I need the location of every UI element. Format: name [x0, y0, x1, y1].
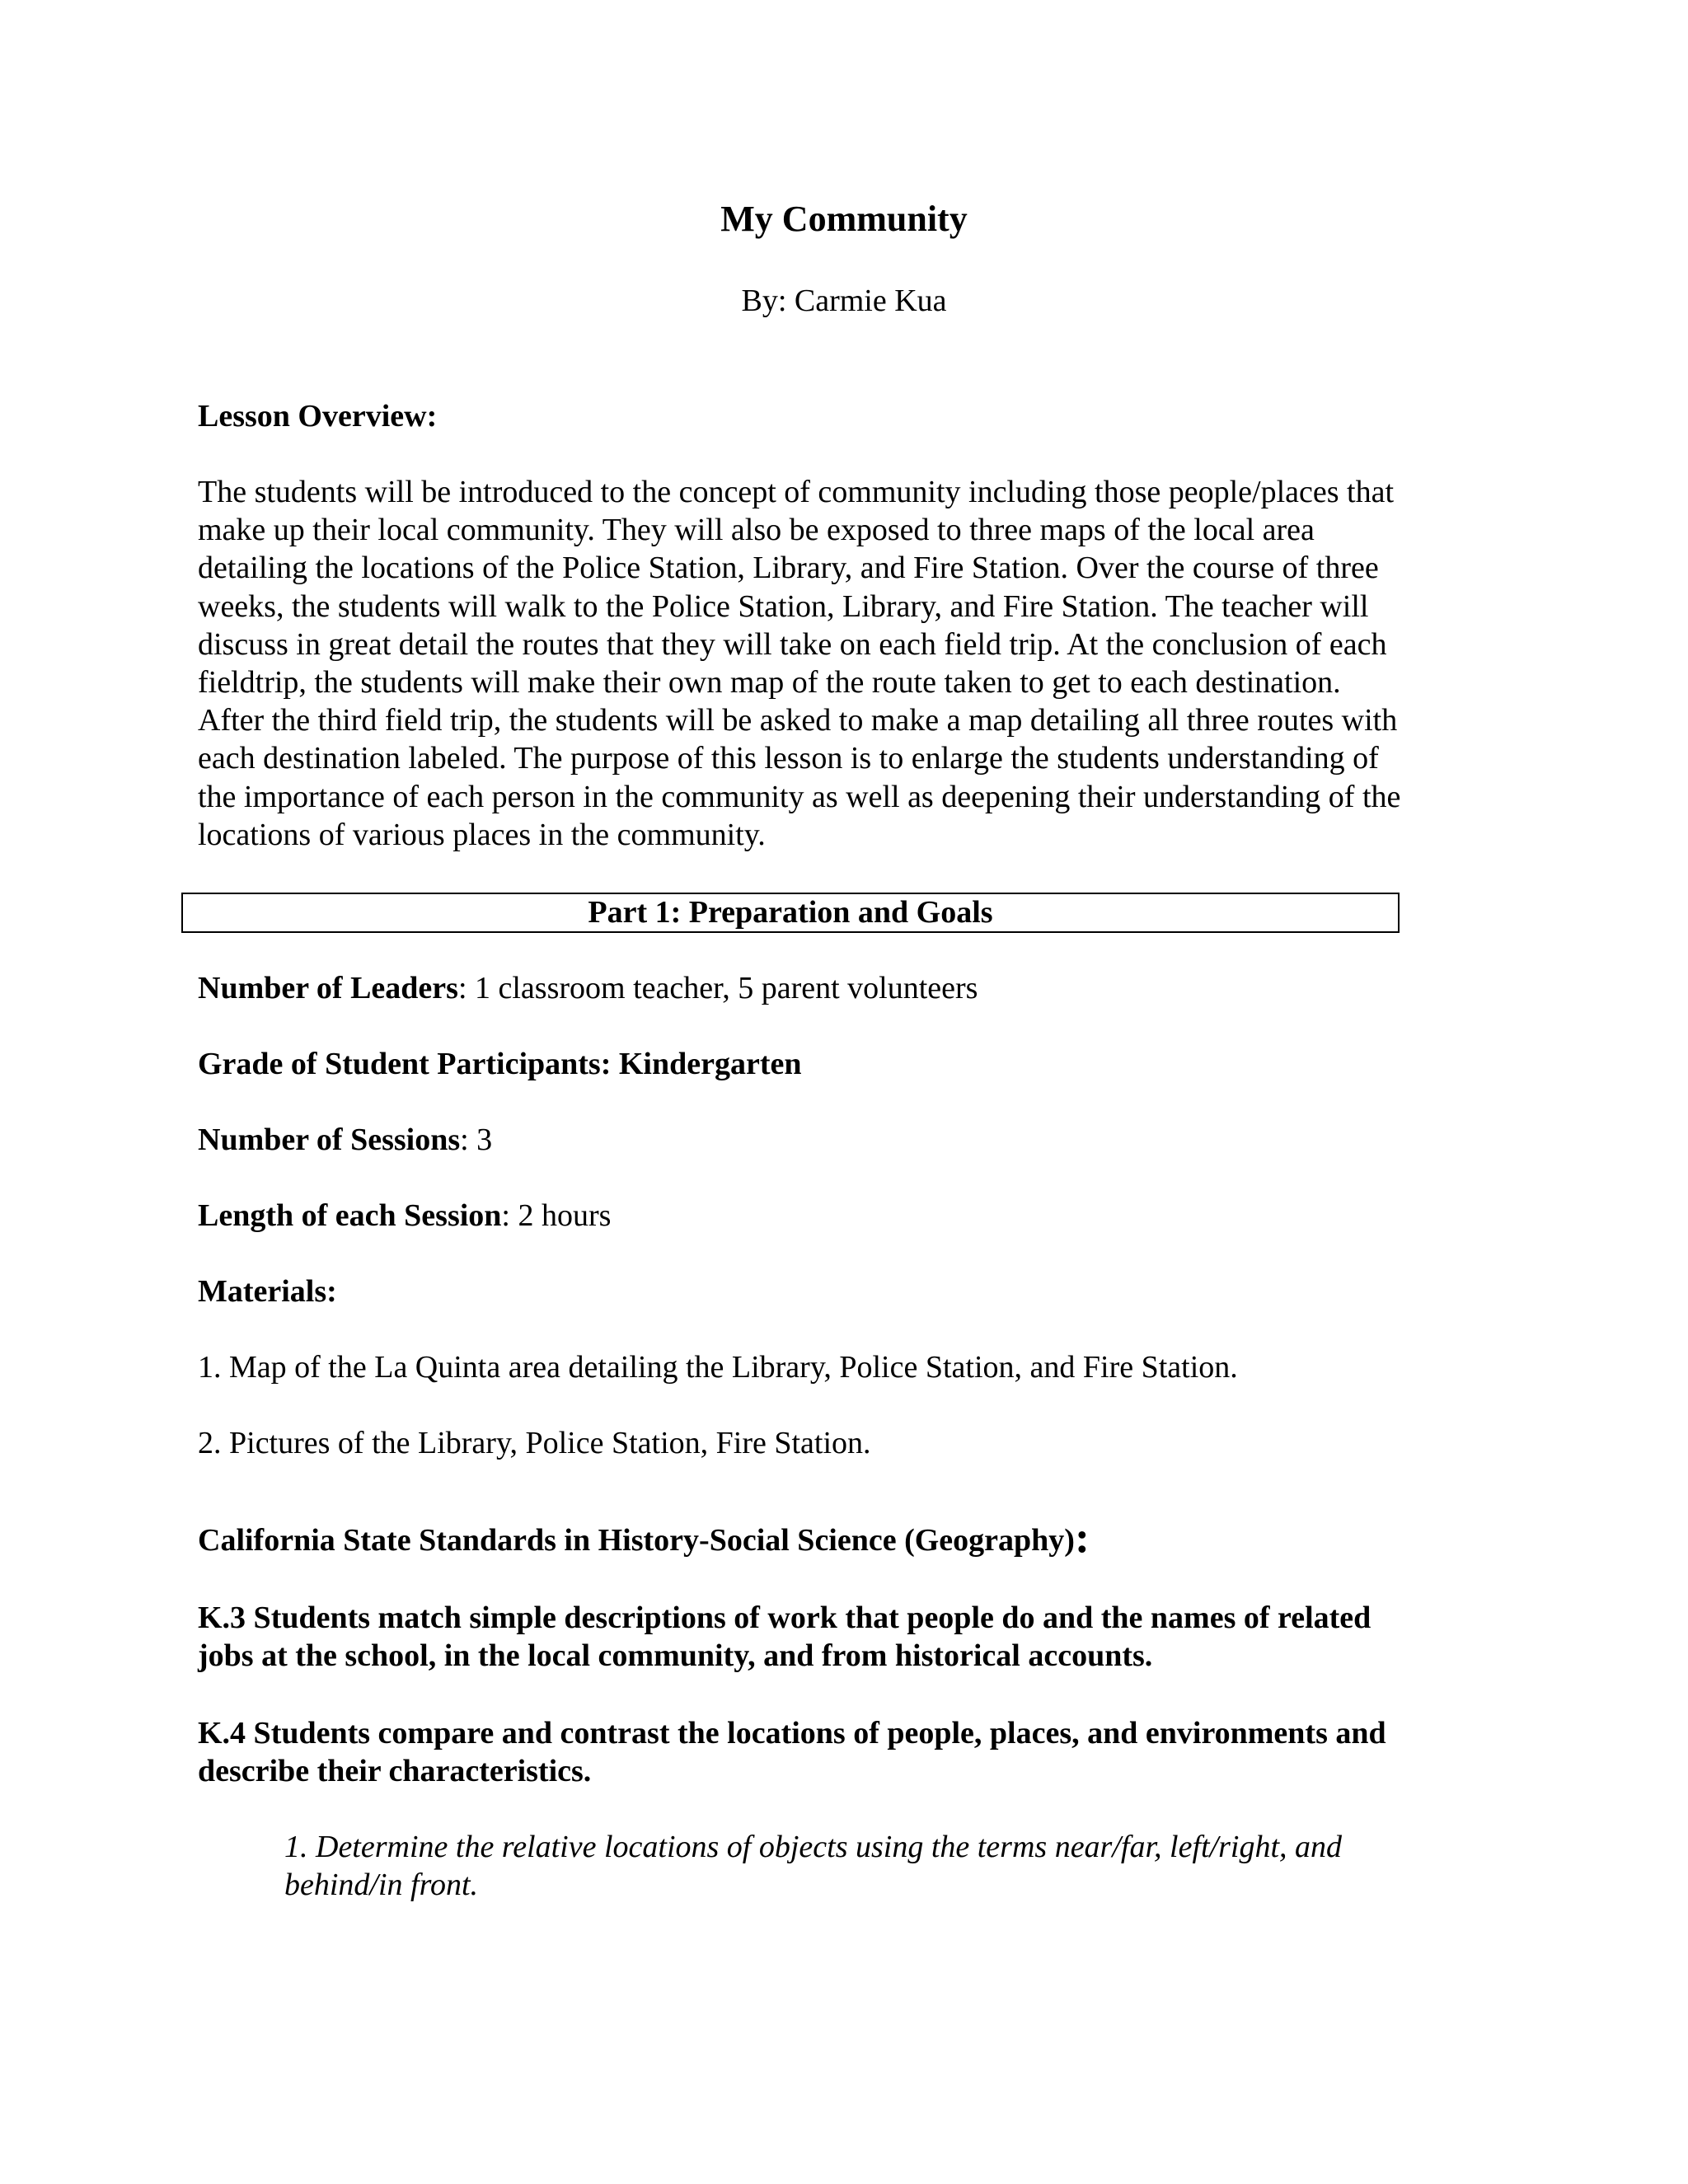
overview-line: weeks, the students will walk to the Police Station, Library, and Fire Station. The teacher will [198, 588, 1369, 624]
lesson-overview-heading: Lesson Overview: [198, 399, 438, 434]
number-of-sessions-label: Number of Sessions [198, 1122, 461, 1157]
materials-item: 2. Pictures of the Library, Police Station, Fire Station. [198, 1426, 871, 1460]
number-of-leaders-label: Number of Leaders [198, 971, 458, 1005]
session-length-value: : 2 hours [501, 1198, 612, 1233]
standard-k3 [198, 1599, 1500, 1675]
document-byline: By: Carmie Kua [741, 284, 947, 318]
standards-heading-colon: : [1074, 1512, 1090, 1562]
materials-heading: Materials: [198, 1274, 337, 1309]
grade-label: Grade of Student Participants: Kindergarten [198, 1047, 802, 1081]
overview-line: After the third field trip, the students will be asked to make a map detailing all three routes with [198, 703, 1398, 738]
materials-item: 1. Map of the La Quinta area detailing the Library, Police Station, and Fire Station. [198, 1350, 1238, 1385]
overview-line: locations of various places in the community. [198, 817, 766, 852]
number-of-sessions-value: : 3 [460, 1122, 493, 1157]
standard-k4-line: describe their characteristics. [198, 1754, 592, 1788]
standard-k4-subitem-line: 1. Determine the relative locations of objects using the terms near/far, left/right, and [284, 1830, 1343, 1864]
document-title: My Community [720, 199, 968, 239]
number-of-leaders-value: : 1 classroom teacher, 5 parent volunteers [457, 971, 978, 1005]
overview-line: make up their local community. They will also be exposed to three maps of the local area [198, 513, 1315, 548]
overview-line: detailing the locations of the Police Station, Library, and Fire Station. Over the course of three [198, 551, 1379, 586]
overview-line: fieldtrip, the students will make their own map of the route taken to get to each destination. [198, 665, 1341, 701]
standard-k4-line: K.4 Students compare and contrast the locations of people, places, and environments and [198, 1716, 1386, 1750]
overview-line: each destination labeled. The purpose of this lesson is to enlarge the students understanding of [198, 741, 1379, 776]
grade-field [198, 1043, 802, 1085]
session-length-field [198, 1195, 611, 1236]
session-length-label: Length of each Session [198, 1198, 502, 1233]
standards-heading [198, 1512, 1090, 1562]
overview-line: discuss in great detail the routes that they will take on each field trip. At the conclusion of each [198, 626, 1387, 662]
standard-k4-subitem-line: behind/in front. [284, 1868, 479, 1902]
standards-heading-text: California State Standards in History-Social Science (Geography) [198, 1523, 1075, 1558]
standard-k3-line: jobs at the school, in the local community, and from historical accounts. [198, 1638, 1153, 1673]
part1-heading-box: Part 1: Preparation and Goals [181, 893, 1400, 933]
standard-k4-subitem [284, 1828, 1488, 1904]
number-of-sessions-field [198, 1119, 492, 1160]
lesson-overview-paragraph [198, 473, 1484, 854]
standard-k4 [198, 1714, 1500, 1790]
standard-k3-line: K.3 Students match simple descriptions of work that people do and the names of related [198, 1601, 1372, 1635]
number-of-leaders-field [198, 968, 978, 1009]
overview-line: the importance of each person in the community as well as deepening their understanding of the [198, 779, 1401, 814]
overview-line: The students will be introduced to the concept of community including those people/places that [198, 475, 1395, 509]
